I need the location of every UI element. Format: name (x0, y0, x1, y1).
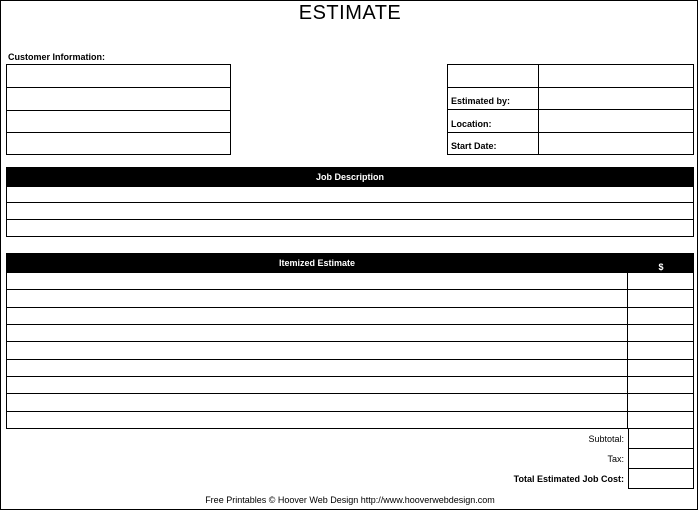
item-amount-cell[interactable] (627, 325, 693, 341)
customer-info-label: Customer Information: (8, 52, 106, 62)
job-description-line[interactable] (7, 220, 693, 236)
estimate-info-row (448, 88, 693, 111)
table-row (7, 412, 693, 429)
job-description-line[interactable] (7, 203, 693, 219)
job-description-header: Job Description (6, 167, 694, 187)
item-description-cell[interactable] (7, 412, 627, 429)
item-amount-cell[interactable] (627, 308, 693, 324)
table-row (7, 325, 693, 342)
item-amount-cell[interactable] (627, 377, 693, 393)
item-description-cell[interactable] (7, 394, 627, 410)
tax-label: Tax: (607, 454, 624, 464)
item-amount-cell[interactable] (627, 394, 693, 410)
item-description-cell[interactable] (7, 342, 627, 358)
item-amount-cell[interactable] (627, 412, 693, 429)
item-amount-cell[interactable] (627, 360, 693, 376)
itemized-estimate-title: Itemized Estimate (278, 258, 356, 268)
estimated-by-field[interactable] (539, 88, 693, 110)
item-amount-cell[interactable] (627, 290, 693, 306)
currency-column-label: $ (658, 262, 664, 272)
customer-info-line[interactable] (7, 88, 230, 111)
item-description-cell[interactable] (7, 325, 627, 341)
total-cost-label: Total Estimated Job Cost: (513, 474, 624, 484)
item-description-cell[interactable] (7, 273, 627, 289)
tax-field[interactable] (628, 449, 694, 469)
item-amount-cell[interactable] (627, 273, 693, 289)
table-row (7, 394, 693, 411)
location-label: Location: (448, 110, 539, 132)
item-description-cell[interactable] (7, 360, 627, 376)
table-row (7, 342, 693, 359)
job-description-line[interactable] (7, 187, 693, 203)
table-row (7, 273, 693, 290)
estimate-info-row (448, 110, 693, 133)
customer-info-line[interactable] (7, 111, 230, 134)
customer-info-line[interactable] (7, 65, 230, 88)
total-row (400, 469, 694, 489)
item-description-cell[interactable] (7, 290, 627, 306)
table-row (7, 308, 693, 325)
page-title: ESTIMATE (298, 2, 402, 24)
start-date-label: Start Date: (448, 133, 539, 155)
estimate-info-row (448, 65, 693, 88)
tax-row (400, 449, 694, 469)
table-row (7, 290, 693, 307)
totals-section (400, 429, 694, 489)
item-description-cell[interactable] (7, 377, 627, 393)
item-description-cell[interactable] (7, 308, 627, 324)
itemized-estimate-header (6, 253, 694, 273)
footer-credit: Free Printables © Hoover Web Design http://www.hooverwebdesign.com (205, 495, 495, 505)
job-description-box (6, 187, 694, 237)
estimate-info-label (448, 65, 539, 87)
subtotal-label: Subtotal: (588, 434, 624, 444)
itemized-estimate-table (6, 273, 694, 429)
table-row (7, 377, 693, 394)
subtotal-row (400, 429, 694, 449)
total-cost-field[interactable] (628, 469, 694, 489)
estimate-info-row (448, 133, 693, 155)
estimate-info-table (447, 64, 694, 155)
table-row (7, 360, 693, 377)
customer-info-box (6, 64, 231, 155)
location-field[interactable] (539, 110, 693, 132)
estimate-info-value[interactable] (539, 65, 693, 87)
customer-info-line[interactable] (7, 133, 230, 156)
start-date-field[interactable] (539, 133, 693, 155)
subtotal-field[interactable] (628, 429, 694, 449)
estimated-by-label: Estimated by: (448, 88, 539, 110)
item-amount-cell[interactable] (627, 342, 693, 358)
